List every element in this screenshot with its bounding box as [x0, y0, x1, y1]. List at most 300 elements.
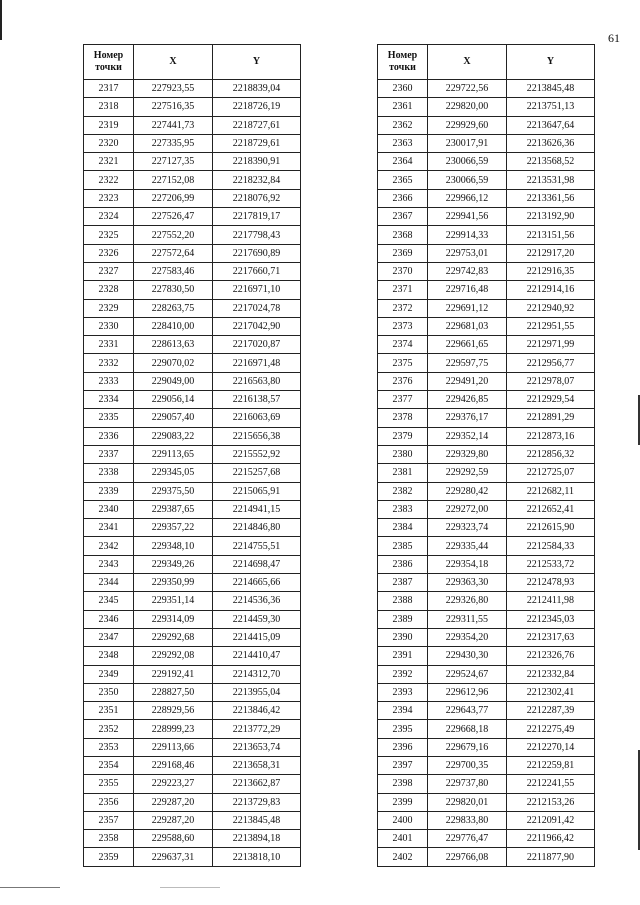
table-row — [378, 262, 595, 280]
x-coordinate-cell: 230066,59 — [428, 153, 507, 171]
y-header: Y — [213, 45, 301, 80]
x-coordinate-cell: 229643,77 — [428, 702, 507, 720]
point-number-cell: 2334 — [84, 391, 134, 409]
x-coordinate-cell: 229329,80 — [428, 445, 507, 463]
header-text: точки — [95, 62, 122, 73]
y-coordinate-cell: 2212682,11 — [507, 482, 595, 500]
table-row — [378, 537, 595, 555]
table-row — [378, 647, 595, 665]
x-coordinate-cell: 229354,20 — [428, 628, 507, 646]
table-row — [378, 208, 595, 226]
x-coordinate-cell: 229349,26 — [134, 555, 213, 573]
y-coordinate-cell: 2218839,04 — [213, 80, 301, 98]
table-row — [84, 134, 301, 152]
point-number-cell: 2375 — [378, 354, 428, 372]
x-coordinate-cell: 229323,74 — [428, 519, 507, 537]
table-row — [378, 372, 595, 390]
table-row — [84, 519, 301, 537]
y-coordinate-cell: 2214410,47 — [213, 647, 301, 665]
table-row — [84, 574, 301, 592]
table-row — [84, 830, 301, 848]
point-number-cell: 2393 — [378, 683, 428, 701]
x-coordinate-cell: 229491,20 — [428, 372, 507, 390]
table-row — [378, 555, 595, 573]
point-number-cell: 2351 — [84, 702, 134, 720]
point-number-cell: 2331 — [84, 336, 134, 354]
x-coordinate-cell: 229348,10 — [134, 537, 213, 555]
point-number-cell: 2382 — [378, 482, 428, 500]
y-coordinate-cell: 2214536,36 — [213, 592, 301, 610]
y-coordinate-cell: 2213653,74 — [213, 738, 301, 756]
y-coordinate-cell: 2212533,72 — [507, 555, 595, 573]
x-coordinate-cell: 229354,18 — [428, 555, 507, 573]
y-coordinate-cell: 2212916,35 — [507, 262, 595, 280]
point-number-cell: 2328 — [84, 281, 134, 299]
y-coordinate-cell: 2212978,07 — [507, 372, 595, 390]
x-coordinate-cell: 229345,05 — [134, 464, 213, 482]
x-coordinate-cell: 227206,99 — [134, 189, 213, 207]
point-number-cell: 2402 — [378, 848, 428, 866]
point-number-cell: 2358 — [84, 830, 134, 848]
x-coordinate-cell: 229430,30 — [428, 647, 507, 665]
y-coordinate-cell: 2217042,90 — [213, 317, 301, 335]
x-coordinate-cell: 227526,47 — [134, 208, 213, 226]
y-coordinate-cell: 2214415,09 — [213, 628, 301, 646]
x-coordinate-cell: 229679,16 — [428, 738, 507, 756]
table-row — [378, 116, 595, 134]
point-number-cell: 2374 — [378, 336, 428, 354]
y-coordinate-cell: 2213846,42 — [213, 702, 301, 720]
y-coordinate-cell: 2213361,56 — [507, 189, 595, 207]
header-text: Номер — [93, 50, 124, 61]
y-coordinate-cell: 2217660,71 — [213, 262, 301, 280]
y-coordinate-cell: 2212345,03 — [507, 610, 595, 628]
point-number-cell: 2389 — [378, 610, 428, 628]
table-row — [378, 317, 595, 335]
table-row — [378, 683, 595, 701]
x-coordinate-cell: 227923,55 — [134, 80, 213, 98]
x-coordinate-cell: 229113,65 — [134, 445, 213, 463]
table-row — [378, 189, 595, 207]
table-row — [84, 226, 301, 244]
y-coordinate-cell: 2213568,52 — [507, 153, 595, 171]
point-number-cell: 2364 — [378, 153, 428, 171]
x-coordinate-cell: 229588,60 — [134, 830, 213, 848]
point-number-cell: 2369 — [378, 244, 428, 262]
x-coordinate-cell: 228410,00 — [134, 317, 213, 335]
x-coordinate-cell: 229387,65 — [134, 500, 213, 518]
point-number-cell: 2342 — [84, 537, 134, 555]
y-coordinate-cell: 2218390,91 — [213, 153, 301, 171]
point-number-cell: 2384 — [378, 519, 428, 537]
y-coordinate-cell: 2212326,76 — [507, 647, 595, 665]
y-coordinate-cell: 2212856,32 — [507, 445, 595, 463]
table-row — [378, 628, 595, 646]
point-number-cell: 2397 — [378, 756, 428, 774]
y-coordinate-cell: 2217798,43 — [213, 226, 301, 244]
y-coordinate-cell: 2212914,16 — [507, 281, 595, 299]
x-coordinate-cell: 229597,75 — [428, 354, 507, 372]
table-row — [84, 647, 301, 665]
point-number-cell: 2343 — [84, 555, 134, 573]
point-number-cell: 2363 — [378, 134, 428, 152]
x-coordinate-cell: 229292,68 — [134, 628, 213, 646]
table-row — [378, 299, 595, 317]
table-row — [378, 720, 595, 738]
x-coordinate-cell: 227441,73 — [134, 116, 213, 134]
point-number-cell: 2348 — [84, 647, 134, 665]
point-number-cell: 2359 — [84, 848, 134, 866]
point-number-cell: 2321 — [84, 153, 134, 171]
table-row — [84, 738, 301, 756]
point-number-cell: 2336 — [84, 427, 134, 445]
coordinates-table-left — [83, 44, 301, 867]
y-coordinate-cell: 2213845,48 — [507, 80, 595, 98]
x-coordinate-cell: 229352,14 — [428, 427, 507, 445]
point-number-cell: 2387 — [378, 574, 428, 592]
x-coordinate-cell: 229716,48 — [428, 281, 507, 299]
table-row — [84, 445, 301, 463]
y-coordinate-cell: 2218076,92 — [213, 189, 301, 207]
table-row — [84, 464, 301, 482]
y-coordinate-cell: 2212302,41 — [507, 683, 595, 701]
y-coordinate-cell: 2212287,39 — [507, 702, 595, 720]
table-row — [84, 683, 301, 701]
y-coordinate-cell: 2212584,33 — [507, 537, 595, 555]
point-number-cell: 2395 — [378, 720, 428, 738]
y-coordinate-cell: 2212652,41 — [507, 500, 595, 518]
table-row — [378, 574, 595, 592]
table-row — [378, 171, 595, 189]
x-coordinate-cell: 229057,40 — [134, 409, 213, 427]
table-row — [378, 336, 595, 354]
x-coordinate-cell: 229292,08 — [134, 647, 213, 665]
x-coordinate-cell: 229376,17 — [428, 409, 507, 427]
y-coordinate-cell: 2218232,84 — [213, 171, 301, 189]
table-row — [378, 464, 595, 482]
y-coordinate-cell: 2216563,80 — [213, 372, 301, 390]
x-coordinate-cell: 229280,42 — [428, 482, 507, 500]
y-coordinate-cell: 2217020,87 — [213, 336, 301, 354]
point-number-cell: 2388 — [378, 592, 428, 610]
table-row — [84, 262, 301, 280]
y-coordinate-cell: 2214846,80 — [213, 519, 301, 537]
table-row — [84, 592, 301, 610]
table-row — [378, 592, 595, 610]
table-row — [378, 811, 595, 829]
y-coordinate-cell: 2212929,54 — [507, 391, 595, 409]
y-coordinate-cell: 2213729,83 — [213, 793, 301, 811]
x-coordinate-cell: 227152,08 — [134, 171, 213, 189]
point-number-cell: 2350 — [84, 683, 134, 701]
table-header-row — [84, 45, 301, 80]
y-coordinate-cell: 2213955,04 — [213, 683, 301, 701]
y-coordinate-cell: 2215552,92 — [213, 445, 301, 463]
point-number-cell: 2322 — [84, 171, 134, 189]
table-row — [378, 665, 595, 683]
x-coordinate-cell: 229335,44 — [428, 537, 507, 555]
x-coordinate-cell: 229223,27 — [134, 775, 213, 793]
y-header: Y — [507, 45, 595, 80]
point-number-cell: 2376 — [378, 372, 428, 390]
point-number-cell: 2332 — [84, 354, 134, 372]
point-number-cell: 2340 — [84, 500, 134, 518]
x-coordinate-cell: 229691,12 — [428, 299, 507, 317]
y-coordinate-cell: 2214698,47 — [213, 555, 301, 573]
x-coordinate-cell: 229350,99 — [134, 574, 213, 592]
x-coordinate-cell: 229700,35 — [428, 756, 507, 774]
y-coordinate-cell: 2214755,51 — [213, 537, 301, 555]
x-coordinate-cell: 229966,12 — [428, 189, 507, 207]
y-coordinate-cell: 2213647,64 — [507, 116, 595, 134]
header-text: Номер — [387, 50, 418, 61]
y-coordinate-cell: 2213192,90 — [507, 208, 595, 226]
x-coordinate-cell: 227552,20 — [134, 226, 213, 244]
x-coordinate-cell: 229192,41 — [134, 665, 213, 683]
point-number-cell: 2401 — [378, 830, 428, 848]
point-number-cell: 2379 — [378, 427, 428, 445]
y-coordinate-cell: 2218726,19 — [213, 98, 301, 116]
x-coordinate-cell: 229776,47 — [428, 830, 507, 848]
y-coordinate-cell: 2211966,42 — [507, 830, 595, 848]
x-coordinate-cell: 229820,01 — [428, 793, 507, 811]
point-number-cell: 2330 — [84, 317, 134, 335]
point-number-cell: 2398 — [378, 775, 428, 793]
x-coordinate-cell: 229311,55 — [428, 610, 507, 628]
point-number-cell: 2329 — [84, 299, 134, 317]
x-coordinate-cell: 229083,22 — [134, 427, 213, 445]
point-number-cell: 2352 — [84, 720, 134, 738]
x-coordinate-cell: 229363,30 — [428, 574, 507, 592]
y-coordinate-cell: 2213772,29 — [213, 720, 301, 738]
table-row — [84, 80, 301, 98]
x-coordinate-cell: 229287,20 — [134, 793, 213, 811]
point-number-cell: 2345 — [84, 592, 134, 610]
x-coordinate-cell: 229351,14 — [134, 592, 213, 610]
point-number-cell: 2365 — [378, 171, 428, 189]
table-row — [84, 537, 301, 555]
y-coordinate-cell: 2212259,81 — [507, 756, 595, 774]
table-body-right — [378, 80, 595, 867]
table-row — [378, 354, 595, 372]
x-coordinate-cell: 229168,46 — [134, 756, 213, 774]
y-coordinate-cell: 2214665,66 — [213, 574, 301, 592]
table-row — [84, 848, 301, 866]
y-coordinate-cell: 2212153,26 — [507, 793, 595, 811]
y-coordinate-cell: 2212725,07 — [507, 464, 595, 482]
y-coordinate-cell: 2212891,29 — [507, 409, 595, 427]
x-coordinate-cell: 227572,64 — [134, 244, 213, 262]
table-row — [378, 445, 595, 463]
point-number-cell: 2355 — [84, 775, 134, 793]
x-coordinate-cell: 227830,50 — [134, 281, 213, 299]
point-number-cell: 2361 — [378, 98, 428, 116]
y-coordinate-cell: 2214312,70 — [213, 665, 301, 683]
scan-edge-mark — [0, 887, 60, 888]
table-row — [84, 793, 301, 811]
x-coordinate-cell: 229753,01 — [428, 244, 507, 262]
point-number-cell: 2360 — [378, 80, 428, 98]
y-coordinate-cell: 2212615,90 — [507, 519, 595, 537]
y-coordinate-cell: 2212317,63 — [507, 628, 595, 646]
x-header: X — [134, 45, 213, 80]
y-coordinate-cell: 2213151,56 — [507, 226, 595, 244]
y-coordinate-cell: 2212332,84 — [507, 665, 595, 683]
point-number-cell: 2338 — [84, 464, 134, 482]
point-number-cell: 2394 — [378, 702, 428, 720]
table-row — [84, 244, 301, 262]
point-number-cell: 2368 — [378, 226, 428, 244]
table-body-left — [84, 80, 301, 867]
x-coordinate-cell: 227583,46 — [134, 262, 213, 280]
table-row — [84, 610, 301, 628]
y-coordinate-cell: 2212478,93 — [507, 574, 595, 592]
point-number-cell: 2392 — [378, 665, 428, 683]
x-coordinate-cell: 228613,63 — [134, 336, 213, 354]
y-coordinate-cell: 2217819,17 — [213, 208, 301, 226]
point-number-cell: 2354 — [84, 756, 134, 774]
x-coordinate-cell: 229766,08 — [428, 848, 507, 866]
y-coordinate-cell: 2213626,36 — [507, 134, 595, 152]
table-row — [84, 500, 301, 518]
y-coordinate-cell: 2212411,98 — [507, 592, 595, 610]
table-header-row — [378, 45, 595, 80]
point-number-cell: 2390 — [378, 628, 428, 646]
x-coordinate-cell: 229737,80 — [428, 775, 507, 793]
x-coordinate-cell: 229314,09 — [134, 610, 213, 628]
point-number-cell: 2323 — [84, 189, 134, 207]
y-coordinate-cell: 2212270,14 — [507, 738, 595, 756]
y-coordinate-cell: 2216971,48 — [213, 354, 301, 372]
table-row — [378, 244, 595, 262]
x-coordinate-cell: 229326,80 — [428, 592, 507, 610]
table-row — [378, 775, 595, 793]
table-row — [378, 134, 595, 152]
point-number-cell: 2386 — [378, 555, 428, 573]
point-number-cell: 2346 — [84, 610, 134, 628]
x-coordinate-cell: 229113,66 — [134, 738, 213, 756]
x-coordinate-cell: 229287,20 — [134, 811, 213, 829]
point-number-cell: 2319 — [84, 116, 134, 134]
x-coordinate-cell: 229375,50 — [134, 482, 213, 500]
table-row — [84, 336, 301, 354]
table-row — [84, 756, 301, 774]
table-row — [84, 720, 301, 738]
x-coordinate-cell: 229070,02 — [134, 354, 213, 372]
y-coordinate-cell: 2213531,98 — [507, 171, 595, 189]
table-row — [378, 80, 595, 98]
x-coordinate-cell: 229820,00 — [428, 98, 507, 116]
point-number-cell: 2400 — [378, 811, 428, 829]
coordinates-table-right — [377, 44, 595, 867]
table-row — [84, 354, 301, 372]
point-number-cell: 2366 — [378, 189, 428, 207]
table-row — [378, 702, 595, 720]
table-row — [378, 391, 595, 409]
y-coordinate-cell: 2212091,42 — [507, 811, 595, 829]
y-coordinate-cell: 2216138,57 — [213, 391, 301, 409]
x-coordinate-cell: 229661,65 — [428, 336, 507, 354]
y-coordinate-cell: 2218727,61 — [213, 116, 301, 134]
x-coordinate-cell: 228263,75 — [134, 299, 213, 317]
table-row — [378, 519, 595, 537]
point-number-cell: 2327 — [84, 262, 134, 280]
point-number-cell: 2383 — [378, 500, 428, 518]
table-row — [84, 409, 301, 427]
point-number-cell: 2320 — [84, 134, 134, 152]
scan-edge-mark — [160, 887, 220, 888]
table-row — [84, 98, 301, 116]
y-coordinate-cell: 2211877,90 — [507, 848, 595, 866]
y-coordinate-cell: 2213818,10 — [213, 848, 301, 866]
y-coordinate-cell: 2213662,87 — [213, 775, 301, 793]
y-coordinate-cell: 2215065,91 — [213, 482, 301, 500]
x-coordinate-cell: 229049,00 — [134, 372, 213, 390]
x-coordinate-cell: 229056,14 — [134, 391, 213, 409]
table-row — [84, 555, 301, 573]
x-coordinate-cell: 230066,59 — [428, 171, 507, 189]
x-coordinate-cell: 227127,35 — [134, 153, 213, 171]
table-row — [378, 482, 595, 500]
table-row — [378, 427, 595, 445]
table-row — [84, 171, 301, 189]
y-coordinate-cell: 2215656,38 — [213, 427, 301, 445]
x-coordinate-cell: 228999,23 — [134, 720, 213, 738]
x-coordinate-cell: 227516,35 — [134, 98, 213, 116]
y-coordinate-cell: 2212275,49 — [507, 720, 595, 738]
x-coordinate-cell: 229612,96 — [428, 683, 507, 701]
x-header: X — [428, 45, 507, 80]
point-number-cell: 2370 — [378, 262, 428, 280]
point-number-cell: 2317 — [84, 80, 134, 98]
point-number-cell: 2380 — [378, 445, 428, 463]
point-number-cell: 2362 — [378, 116, 428, 134]
point-number-cell: 2339 — [84, 482, 134, 500]
y-coordinate-cell: 2213894,18 — [213, 830, 301, 848]
point-number-cell: 2353 — [84, 738, 134, 756]
header-text: точки — [389, 62, 416, 73]
point-number-cell: 2318 — [84, 98, 134, 116]
table-row — [378, 738, 595, 756]
table-row — [84, 299, 301, 317]
table-row — [378, 848, 595, 866]
y-coordinate-cell: 2215257,68 — [213, 464, 301, 482]
point-number-cell: 2371 — [378, 281, 428, 299]
y-coordinate-cell: 2217024,78 — [213, 299, 301, 317]
table-row — [84, 153, 301, 171]
point-number-cell: 2326 — [84, 244, 134, 262]
x-coordinate-cell: 228929,56 — [134, 702, 213, 720]
x-coordinate-cell: 229833,80 — [428, 811, 507, 829]
y-coordinate-cell: 2218729,61 — [213, 134, 301, 152]
table-row — [84, 665, 301, 683]
point-number-cell: 2357 — [84, 811, 134, 829]
point-number-cell: 2399 — [378, 793, 428, 811]
point-number-cell: 2356 — [84, 793, 134, 811]
y-coordinate-cell: 2212241,55 — [507, 775, 595, 793]
x-coordinate-cell: 229668,18 — [428, 720, 507, 738]
x-coordinate-cell: 229292,59 — [428, 464, 507, 482]
table-row — [84, 372, 301, 390]
table-row — [84, 391, 301, 409]
x-coordinate-cell: 229524,67 — [428, 665, 507, 683]
point-number-cell: 2385 — [378, 537, 428, 555]
y-coordinate-cell: 2212917,20 — [507, 244, 595, 262]
table-row — [84, 208, 301, 226]
y-coordinate-cell: 2214941,15 — [213, 500, 301, 518]
x-coordinate-cell: 229914,33 — [428, 226, 507, 244]
point-number-cell: 2381 — [378, 464, 428, 482]
